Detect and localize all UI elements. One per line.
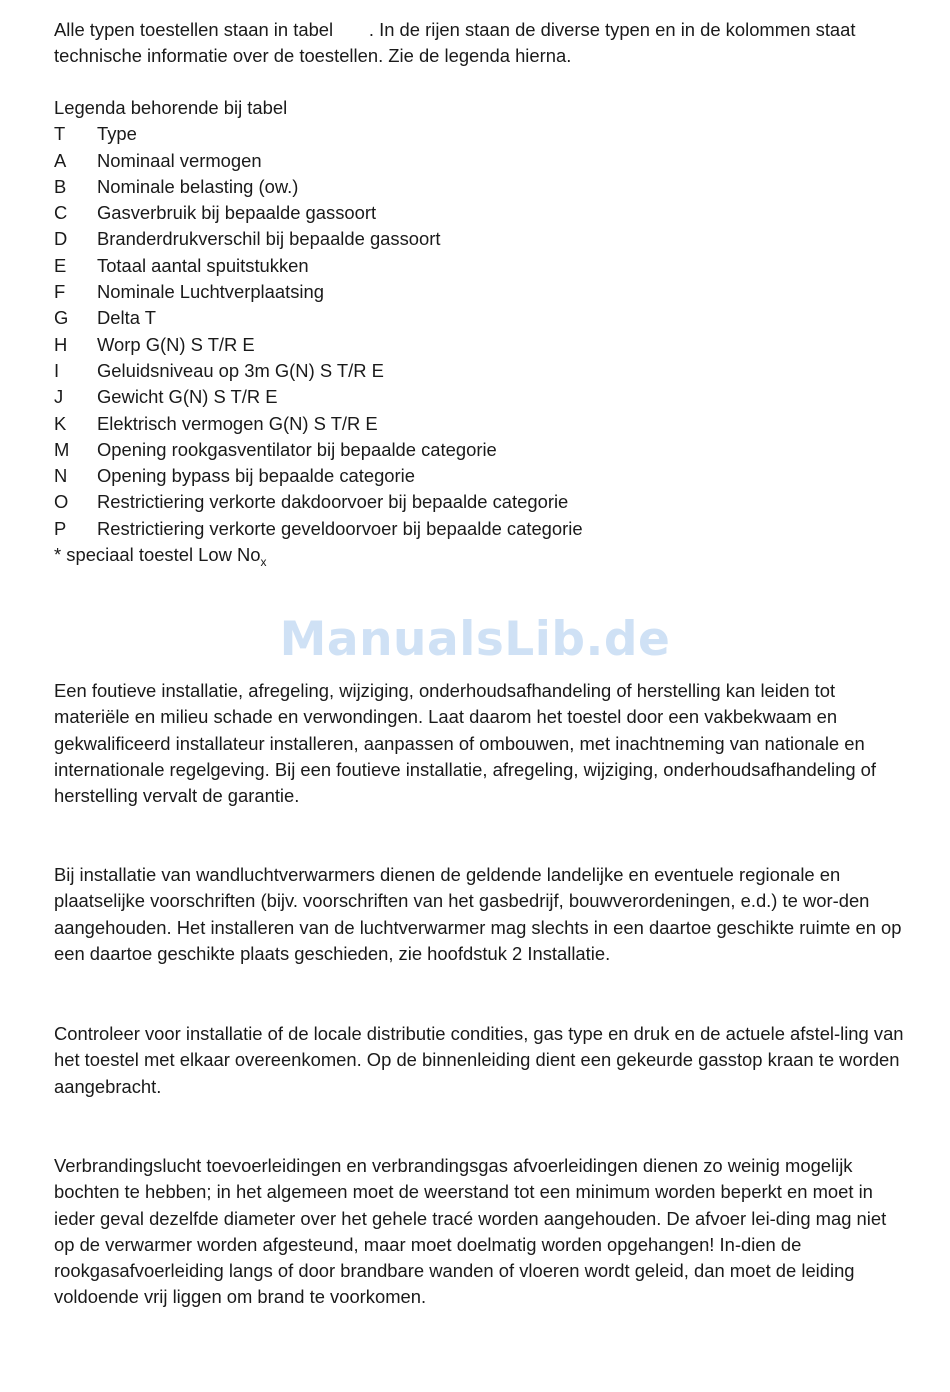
legend-item-label: Nominale Luchtverplaatsing (97, 281, 324, 303)
legend-item (54, 463, 910, 489)
legend-item-label: Gewicht G(N) S T/R E (97, 386, 278, 408)
legend-item-key: G (54, 307, 69, 329)
legend-item-label: Delta T (97, 307, 156, 329)
legend-item (54, 253, 910, 279)
legend-item-label: Branderdrukverschil bij bepaalde gassoort (97, 228, 441, 250)
legend-item (54, 437, 910, 463)
legend-item-key: H (54, 333, 68, 355)
legend-item-label: Type (97, 123, 137, 145)
watermark: ManualsLib.de (279, 612, 671, 667)
legend-item (54, 332, 910, 358)
legend-item-key: M (54, 438, 70, 460)
legend-item (54, 411, 910, 437)
legend-item-label: Gasverbruik bij bepaalde gassoort (97, 202, 377, 224)
legend-item-key: C (54, 202, 68, 224)
paragraph-flue-ducts: Verbrandingslucht toevoerleidingen en verbrandingsgas afvoerleidingen dienen zo weinig mogelijk bochten te hebben; in het algemeen moet de weerstand tot een minimum worden beperkt en moet in ieder geval dezelfde diameter over het gehele tracé worden aangehouden. De afvoer lei-ding mag niet op de verwarmer worden afgesteund, maar moet doelmatig worden opgehangen! In-dien de rookgasafvoerleiding langs of door brandbare wanden of vloeren wordt geleid, dan moet de leiding voldoende vrij liggen om brand te voorkomen. (54, 1155, 887, 1308)
legend-item-key: P (54, 517, 67, 539)
legend-item-key: T (54, 123, 66, 145)
page-content (54, 17, 910, 575)
legend-item-key: B (54, 175, 67, 197)
legend-item-key: I (54, 359, 60, 381)
legend-item (54, 174, 910, 200)
paragraph-gas-check: Controleer voor installatie of de locale distributie condities, gas type en druk en de actuele afstel-ling van het toestel met elkaar overeenkomen. Op de binnenleiding dient een gekeurde gasstop kraan te worden aangebracht. (54, 1023, 904, 1097)
legend-item (54, 358, 910, 384)
legend-item-key: J (54, 386, 64, 408)
legend-note (54, 542, 910, 575)
paragraph-installation-warning: Een foutieve installatie, afregeling, wijziging, onderhoudsafhandeling of herstelling kan leiden tot materiële en milieu schade en verwondingen. Laat daarom het toestel door een vakbekwaam en gekwalificeerd installateur installeren, aanpassen of ombouwen, met inachtneming van nationale en internationale regelgeving. Bij een foutieve installatie, afregeling, wijziging, onderhoudsafhandeling of herstelling vervalt de garantie. (54, 680, 877, 807)
legend-item-label: Opening rookgasventilator bij bepaalde categorie (97, 438, 497, 460)
legend-item-key: K (54, 412, 67, 434)
legend-item (54, 279, 910, 305)
legend-item-key: E (54, 254, 67, 276)
legend-item (54, 305, 910, 331)
legend-item-label: Elektrisch vermogen G(N) S T/R E (97, 412, 378, 434)
legend-item-label: Geluidsniveau op 3m G(N) S T/R E (97, 359, 384, 381)
legend-item-key: O (54, 491, 69, 513)
paragraph-regulations: Bij installatie van wandluchtverwarmers dienen de geldende landelijke en eventuele regionale en plaatselijke voorschriften (bijv. voorschriften van het gasbedrijf, bouwverordeningen, e.d.) te wor-den aangehouden. Het installeren van de luchtverwarmer mag slechts in een daartoe geschikte ruimte en op een daartoe geschikte plaats geschieden, zie hoofdstuk 2 Installatie. (54, 864, 902, 964)
legend-title: Legenda behorende bij tabel (54, 97, 288, 118)
legend-item-label: Opening bypass bij bepaalde categorie (97, 465, 415, 487)
legend-item-key: D (54, 228, 68, 250)
legend-item-label: Worp G(N) S T/R E (97, 333, 255, 355)
legend-item-label: Nominaal vermogen (97, 149, 262, 171)
legend-item-key: F (54, 281, 66, 303)
legend-item (54, 200, 910, 226)
legend-item (54, 121, 910, 147)
legend-item-key: A (54, 149, 67, 171)
legend-list (54, 121, 910, 542)
legend-item-label: Restrictiering verkorte dakdoorvoer bij bepaalde categorie (97, 491, 569, 513)
legend-note-subscript: x (260, 555, 267, 570)
legend-item (54, 384, 910, 410)
legend-item-label: Totaal aantal spuitstukken (97, 254, 309, 276)
legend-item (54, 516, 910, 542)
legend-item-key: N (54, 465, 68, 487)
legend-item (54, 148, 910, 174)
legend (54, 95, 910, 575)
intro-text: Alle typen toestellen staan in tabel . In de rijen staan de diverse typen en in de kolommen staat technische informatie over de toestellen. Zie de legenda hierna. (54, 19, 861, 66)
legend-item (54, 226, 910, 252)
legend-note-text: * speciaal toestel Low No (54, 544, 261, 566)
legend-item (54, 489, 910, 515)
legend-item-label: Nominale belasting (ow.) (97, 175, 299, 197)
legend-item-label: Restrictiering verkorte geveldoorvoer bij bepaalde categorie (97, 517, 583, 539)
